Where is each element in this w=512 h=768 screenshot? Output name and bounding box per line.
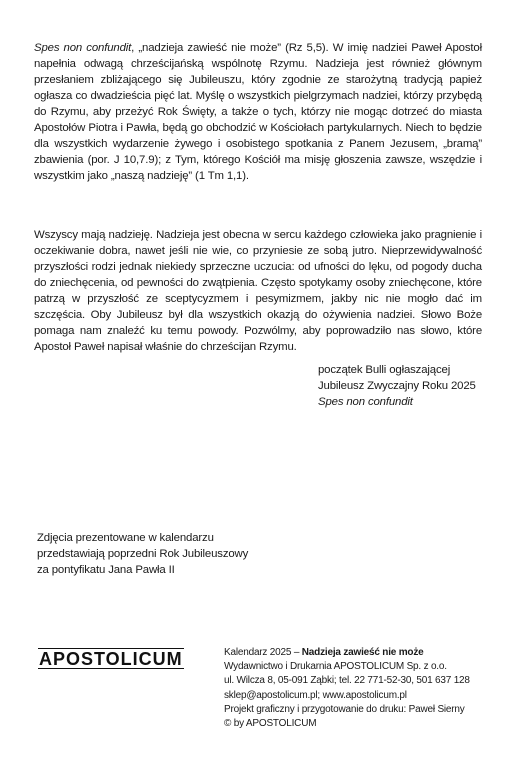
colophon-address: ul. Wilcza 8, 05-091 Ząbki; tel. 22 771-52-30, 501 637 128 [224, 675, 470, 687]
colophon-copyright: © by APOSTOLICUM [224, 718, 317, 730]
quote-source-line-1: początek Bulli ogłaszającej [318, 364, 451, 376]
intro-paragraph-1 [34, 40, 482, 184]
apostolicum-logo: APOSTOLICUM [39, 649, 183, 669]
intro-paragraph-1-text: , „nadzieja zawieść nie może” (Rz 5,5). W imię nadziei Paweł Apostoł napełnia odwagą chrześcijańską wspólnotę Rzymu. Nadzieja jest również głównym przesłaniem zbliżającego się Jubileuszu, który zgodnie ze starożytną tradycją papież ogłasza co dwadzieścia pięć lat. Myślę o wszystkich pielgrzymach nadziei, którzy przybędą do Rzymu, aby przeżyć Rok Święty, a także o tych, którzy nie mogąc dotrzeć do miasta Apostołów Piotra i Pawła, będą go obchodzić w Kościołach partykularnych. Niech to będzie dla wszystkich wydarzenie żywego i osobistego spotkania z Panem Jezusem, „bramą” zbawienia (por. J 10,7.9); z Tym, którego Kościół ma misję głoszenia zawsze, wszędzie i wszystkim jako „naszą nadzieję” (1 Tm 1,1). [34, 42, 482, 182]
colophon [224, 646, 470, 731]
bull-title-italic: Spes non confundit [34, 42, 132, 54]
colophon-publisher: Wydawnictwo i Drukarnia APOSTOLICUM Sp. z o.o. [224, 661, 447, 673]
quote-source-line-2: Jubileusz Zwyczajny Roku 2025 [318, 380, 476, 392]
photo-note-line-2: przedstawiają poprzedni Rok Jubileuszowy [37, 548, 249, 560]
colophon-title [224, 646, 470, 660]
colophon-title-bold: Nadzieja zawieść nie może [301, 647, 424, 658]
photo-note-line-1: Zdjęcia prezentowane w kalendarzu [37, 532, 214, 544]
photo-note-line-3: za pontyfikatu Jana Pawła II [37, 564, 175, 576]
photo-note [37, 530, 248, 578]
quote-source-line-3: Spes non confundit [318, 396, 413, 408]
intro-paragraph-2: Wszyscy mają nadzieję. Nadzieja jest obecna w sercu każdego człowieka jako pragnienie i oczekiwanie dobra, nawet jeśli nie wie, co przyniesie ze sobą jutro. Nieprzewidywalność przyszłości rodzi jednak niekiedy sprzeczne uczucia: od ufności do lęku, od pogody ducha do zniechęcenia, od pewności do zwątpienia. Często spotykamy osoby zniechęcone, które patrzą w przyszłość ze sceptycyzmem i pesymizmem, jakby nic nie mogło dać im szczęścia. Oby Jubileusz był dla wszystkich okazją do ożywienia nadziei. Słowo Boże pomaga nam znaleźć ku temu powody. Pozwólmy, aby poprowadziło nas słowo, które Apostoł Paweł napisał właśnie do chrześcijan Rzymu. [34, 229, 482, 353]
colophon-contact: sklep@apostolicum.pl; www.apostolicum.pl [224, 689, 407, 701]
colophon-design-credit: Projekt graficzny i przygotowanie do druku: Paweł Sierny [224, 703, 465, 715]
quote-source [318, 362, 476, 410]
colophon-title-prefix: Kalendarz 2025 – [224, 647, 302, 658]
